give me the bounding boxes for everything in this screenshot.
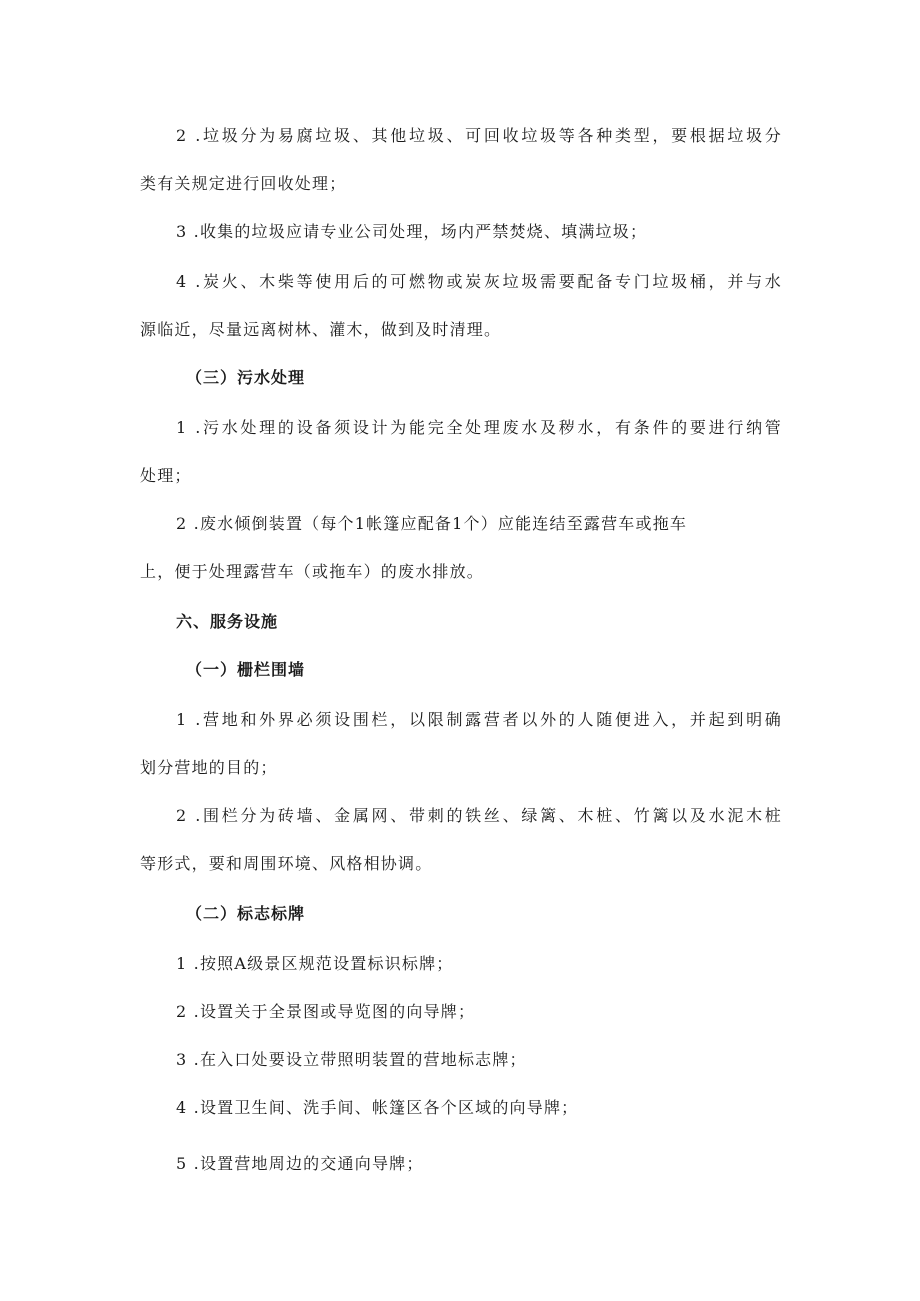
paragraph-line: 2 .废水倾倒装置（每个1帐篷应配备1个）应能连结至露营车或拖车: [176, 514, 688, 533]
paragraph-line: 4 .设置卫生间、洗手间、帐篷区各个区域的向导牌；: [176, 1098, 579, 1117]
paragraph-line: 3 .收集的垃圾应请专业公司处理，场内严禁焚烧、填满垃圾；: [176, 222, 648, 241]
paragraph-line: 等形式，要和周围环境、风格相协调。: [140, 854, 433, 873]
paragraph-line: 1 .营地和外界必须设围栏，以限制露营者以外的人随便进入，并起到明确: [176, 710, 782, 729]
paragraph-line: 3 .在入口处要设立带照明装置的营地标志牌；: [176, 1050, 527, 1069]
paragraph-line: 1 .污水处理的设备须设计为能完全处理废水及秽水，有条件的要进行纳管: [176, 418, 782, 437]
paragraph-line: 划分营地的目的；: [140, 758, 278, 777]
paragraph-line: 1 .按照A级景区规范设置标识标牌；: [176, 954, 454, 973]
paragraph-line: 2 .围栏分为砖墙、金属网、带刺的铁丝、绿篱、木桩、竹篱以及水泥木桩: [176, 806, 782, 825]
paragraph-line: 5 .设置营地周边的交通向导牌；: [176, 1154, 424, 1173]
subsection-heading: （一）栅栏围墙: [186, 660, 306, 679]
section-heading: 六、服务设施: [176, 612, 279, 631]
paragraph-line: 类有关规定进行回收处理；: [140, 174, 347, 193]
subsection-heading: （二）标志标牌: [186, 904, 306, 923]
paragraph-line: 4 .炭火、木柴等使用后的可燃物或炭灰垃圾需要配备专门垃圾桶，并与水: [176, 272, 782, 291]
paragraph-line: 2 .设置关于全景图或导览图的向导牌；: [176, 1002, 476, 1021]
paragraph-line: 源临近，尽量远离树林、灌木，做到及时清理。: [140, 320, 502, 339]
subsection-heading: （三）污水处理: [186, 368, 306, 387]
paragraph-line: 2 .垃圾分为易腐垃圾、其他垃圾、可回收垃圾等各种类型，要根据垃圾分: [176, 126, 782, 145]
paragraph-line: 处理；: [140, 466, 192, 485]
paragraph-line: 上，便于处理露营车（或拖车）的废水排放。: [140, 562, 485, 581]
